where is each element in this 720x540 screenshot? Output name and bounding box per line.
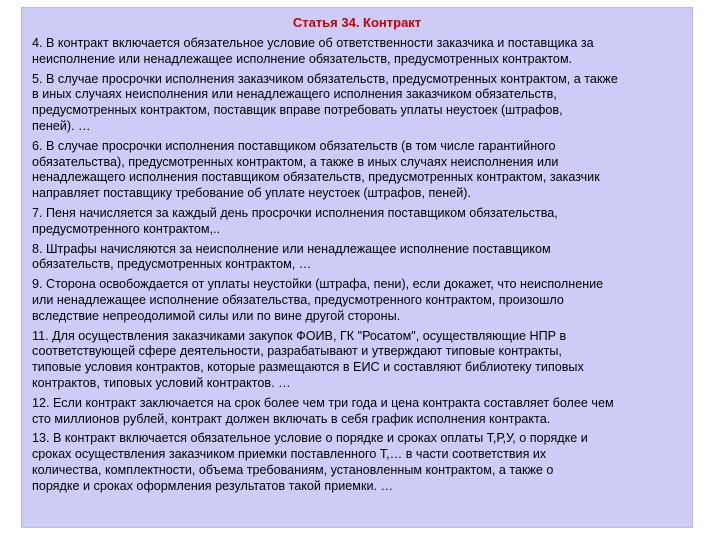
paragraph (32, 72, 682, 135)
article-title: Статья 34. Контракт (292, 15, 422, 30)
paragraph-line: 5. В случае просрочки исполнения заказчиком обязательств, предусмотренных контрактом, а также (32, 71, 618, 86)
paragraph (32, 329, 682, 392)
paragraph-line: 7. Пеня начисляется за каждый день просрочки исполнения поставщиком обязательства, (32, 205, 558, 220)
paragraph-line: неисполнение или ненадлежащее исполнение обязательств, предусмотренных контрактом. (32, 51, 573, 66)
paragraph (32, 139, 682, 202)
paragraph-line: предусмотренных контрактом, поставщик вправе потребовать уплаты неустоек (штрафов, (32, 103, 563, 118)
paragraph-line: 9. Сторона освобождается от уплаты неустойки (штрафа, пени), если докажет, что неисполнение (32, 277, 604, 292)
paragraph-line: количества, комплектности, объема требованиям, установленным контрактом, а также о (32, 462, 554, 477)
paragraph (32, 242, 682, 274)
paragraph-line: 8. Штрафы начисляются за неисполнение или ненадлежащее исполнение поставщиком (32, 241, 551, 256)
paragraph-line: 6. В случае просрочки исполнения поставщиком обязательств (в том числе гарантийного (32, 138, 556, 153)
content-panel (21, 7, 693, 528)
paragraph-line: 12. Если контракт заключается на срок более чем три года и цена контракта составляет более чем (32, 395, 614, 410)
paragraph-line: 13. В контракт включается обязательное условие о порядке и сроках оплаты Т,Р,У, о порядке и (32, 431, 588, 446)
paragraph-line: сроках осуществления заказчиком приемки поставленного Т,… в части соответствия их (32, 447, 547, 462)
paragraph (32, 36, 682, 68)
paragraph-line: в иных случаях неисполнения или ненадлежащего исполнения заказчиком обязательств, (32, 87, 557, 102)
paragraph-line: ненадлежащего исполнения поставщиком обязательств, предусмотренных контрактом, заказчик (32, 170, 600, 185)
paragraph (32, 277, 682, 324)
paragraph-line: обязательств, предусмотренных контрактом, … (32, 257, 312, 272)
paragraph-line: сто миллионов рублей, контракт должен включать в себя график исполнения контракта. (32, 411, 551, 426)
paragraph (32, 206, 682, 238)
paragraph-line: направляет поставщику требование об уплате неустоек (штрафов, пеней). (32, 186, 471, 201)
paragraph-line: 4. В контракт включается обязательное условие об ответственности заказчика и поставщика за (32, 36, 594, 50)
paragraph-line: соответствующей сфере деятельности, разрабатывают и утверждают типовые контракты, (32, 344, 562, 359)
paragraph-line: 11. Для осуществления заказчиками закупок ФОИВ, ГК "Росатом", осуществляющие НПР в (32, 328, 567, 343)
paragraph-list (32, 36, 682, 495)
paragraph (32, 431, 682, 494)
paragraph-line: вследствие непреодолимой силы или по вине другой стороны. (32, 308, 401, 323)
paragraph-line: или ненадлежащее исполнение обязательства, предусмотренного контрактом, произошло (32, 292, 564, 307)
paragraph-line: предусмотренного контрактом,.. (32, 221, 221, 236)
paragraph-line: обязательства), предусмотренных контрактом, а также в иных случаях неисполнения или (32, 154, 559, 169)
paragraph-line: контрактов, типовых условий контрактов. … (32, 375, 291, 390)
paragraph-line: порядке и сроках оформления результатов такой приемки. … (32, 478, 394, 493)
paragraph-line: типовые условия контрактов, которые размещаются в ЕИС и составляют библиотеку типовых (32, 360, 584, 375)
paragraph-line: пеней). … (32, 118, 91, 133)
paragraph (32, 396, 682, 428)
